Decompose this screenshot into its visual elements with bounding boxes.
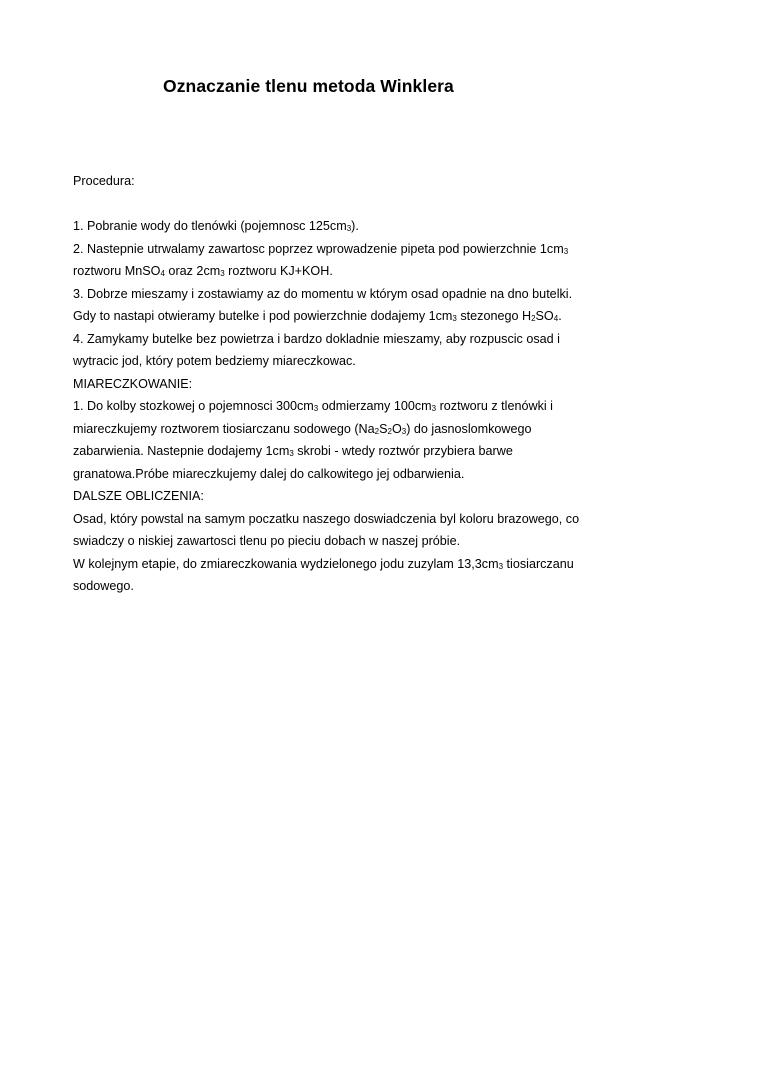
text-line <box>73 575 713 598</box>
text-segment: 1. Pobranie wody do tlenówki (pojemnosc 125cm <box>73 219 347 233</box>
text-line <box>73 328 713 351</box>
text-line <box>73 440 713 463</box>
text-line <box>73 373 713 396</box>
subscript: 3 <box>498 561 504 571</box>
text-segment: DALSZE OBLICZENIA: <box>73 489 204 503</box>
text-segment: roztworu z tlenówki i <box>436 399 553 413</box>
text-segment: stezonego H <box>456 309 532 323</box>
text-segment: swiadczy o niskiej zawartosci tlenu po pieciu dobach w naszej próbie. <box>73 534 461 548</box>
text-segment: granatowa.Próbe miareczkujemy dalej do calkowitego jej odbarwienia. <box>73 466 465 481</box>
subscript: 3 <box>346 224 352 233</box>
text-line <box>73 418 713 441</box>
text-line <box>73 553 713 576</box>
text-segment: skrobi - wtedy roztwór przybiera barwe <box>293 444 513 458</box>
text-segment: 3. Dobrze mieszamy i zostawiamy az do momentu w którym osad opadnie na dno butelki. <box>73 286 573 301</box>
text-line <box>73 395 713 418</box>
text-segment: S <box>379 421 388 436</box>
text-line <box>73 350 713 373</box>
text-segment: 4. Zamykamy butelke bez powietrza i bardzo dokladnie mieszamy, aby rozpuscic osad i <box>73 331 560 346</box>
blank-line <box>73 193 713 216</box>
text-line <box>73 530 713 553</box>
text-segment: miareczkujemy roztworem tiosiarczanu sodowego (Na <box>73 421 375 436</box>
text-line <box>73 485 713 508</box>
text-segment: ). <box>351 219 359 233</box>
text-line <box>73 508 713 531</box>
text-segment: MIARECZKOWANIE: <box>73 376 193 391</box>
text-segment: Gdy to nastapi otwieramy butelke i pod powierzchnie dodajemy 1cm <box>73 309 453 323</box>
text-line <box>73 238 713 261</box>
text-segment: SO <box>535 309 554 323</box>
text-line <box>73 283 713 306</box>
subscript: 4 <box>160 269 165 278</box>
text-segment: roztworu KJ+KOH. <box>224 264 333 278</box>
subscript: 4 <box>553 314 559 323</box>
subscript: 3 <box>452 314 457 323</box>
subscript: 3 <box>431 404 437 413</box>
text-segment: zabarwienia. Nastepnie dodajemy 1cm <box>73 444 290 458</box>
text-segment: Procedura: <box>73 174 135 188</box>
text-line <box>73 215 713 238</box>
subscript: 2 <box>531 314 536 323</box>
text-segment: ) do jasnoslomkowego <box>406 421 532 436</box>
text-segment: Osad, który powstal na samym poczatku naszego doswiadczenia byl koloru brazowego, co <box>73 511 580 526</box>
subscript: 2 <box>374 426 380 436</box>
subscript: 3 <box>563 246 569 256</box>
text-segment: wytracic jod, który potem bedziemy miareczkowac. <box>73 354 356 368</box>
text-line <box>73 260 713 283</box>
text-line <box>73 463 713 486</box>
text-line <box>73 170 713 193</box>
document-body <box>73 170 713 598</box>
text-segment: O <box>391 421 402 436</box>
subscript: 3 <box>401 426 407 436</box>
text-line <box>73 305 713 328</box>
text-segment: sodowego. <box>73 579 134 593</box>
subscript: 2 <box>387 426 392 436</box>
text-segment: W kolejnym etapie, do zmiareczkowania wydzielonego jodu zuzylam 13,3cm <box>73 556 499 571</box>
subscript: 3 <box>220 269 225 278</box>
text-segment: 1. Do kolby stozkowej o pojemnosci 300cm <box>73 399 314 413</box>
subscript: 3 <box>289 449 294 458</box>
document-title: Oznaczanie tlenu metoda Winklera <box>163 76 454 96</box>
text-segment: oraz 2cm <box>164 264 221 278</box>
text-segment: . <box>558 309 562 323</box>
text-segment: odmierzamy 100cm <box>318 399 432 413</box>
text-segment: roztworu MnSO <box>73 264 161 278</box>
text-segment: 2. Nastepnie utrwalamy zawartosc poprzez wprowadzenie pipeta pod powierzchnie 1cm <box>73 241 564 256</box>
text-segment: tiosiarczanu <box>503 556 574 571</box>
subscript: 3 <box>313 404 319 413</box>
